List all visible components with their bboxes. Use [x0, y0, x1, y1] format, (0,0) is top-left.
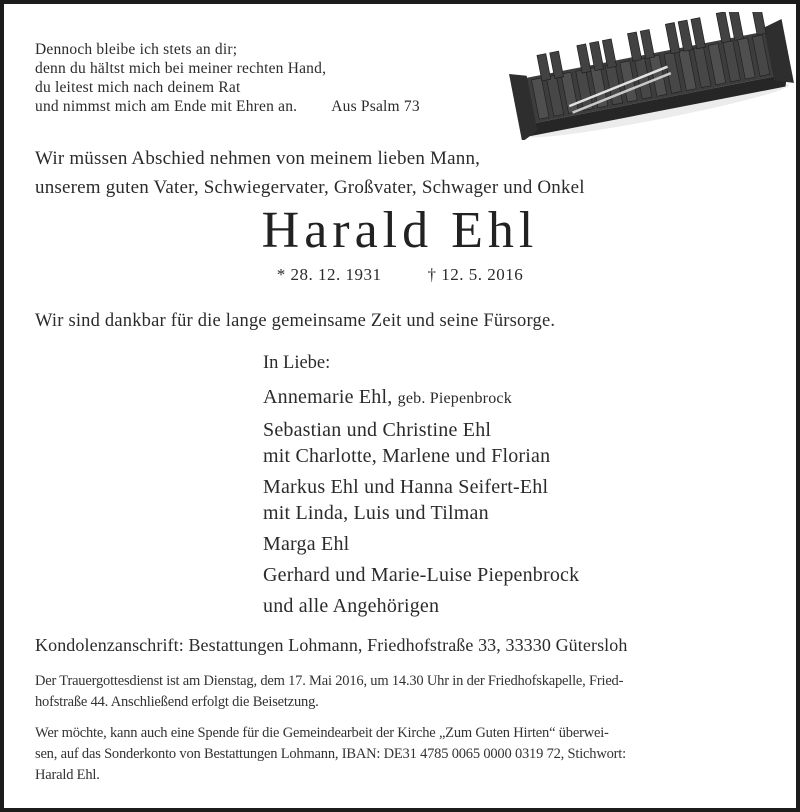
- deceased-name: Harald Ehl: [261, 202, 539, 259]
- mourner-group: [263, 474, 579, 526]
- donation-line: Wer möchte, kann auch eine Spende für die Gemeindearbeit der Kirche „Zum Guten Hirten“ überwei-: [35, 725, 609, 741]
- footer-info: [35, 671, 775, 786]
- psalm-line: denn du hältst mich bei meiner rechten Hand,: [35, 60, 327, 77]
- donation-line: Harald Ehl.: [35, 767, 100, 783]
- life-dates: [4, 265, 796, 285]
- psalm-line: du leitest mich nach deinem Rat: [35, 79, 241, 96]
- service-line: Der Trauergottesdienst ist am Dienstag, dem 17. Mai 2016, um 14.30 Uhr in der Friedhofskapelle, Fried-: [35, 673, 624, 689]
- service-info: [35, 671, 775, 713]
- maiden-name: geb. Piepenbrock: [397, 390, 512, 407]
- donation-line: sen, auf das Sonderkonto von Bestattungen Lohmann, IBAN: DE31 4785 0065 0000 0319 72, Stichwort:: [35, 746, 626, 762]
- in-liebe-label: In Liebe:: [263, 353, 331, 373]
- donation-info: [35, 723, 775, 786]
- mourners-list: [263, 351, 579, 619]
- mourner-line: mit Charlotte, Marlene und Florian: [263, 445, 551, 467]
- mourner-line: Gerhard und Marie-Luise Piepenbrock: [263, 564, 580, 586]
- mourner-line: Sebastian und Christine Ehl: [263, 419, 492, 441]
- psalm-line-text: und nimmst mich am Ende mit Ehren an.: [35, 98, 298, 115]
- glockenspiel-photo: [507, 12, 795, 140]
- mourner-line: mit Linda, Luis und Tilman: [263, 502, 489, 524]
- birth-date: * 28. 12. 1931: [276, 265, 382, 284]
- mourner-name: Annemarie Ehl,: [263, 386, 393, 408]
- mourner-line: [263, 384, 579, 412]
- psalm-attribution: Aus Psalm 73: [331, 98, 420, 115]
- mourner-group: [263, 562, 579, 588]
- mourner-line: und alle Angehörigen: [263, 595, 440, 617]
- mourner-group: [263, 531, 579, 557]
- mourner-line: Marga Ehl: [263, 533, 350, 555]
- psalm-line: [35, 97, 420, 116]
- intro-text: [35, 144, 585, 202]
- psalm-line: Dennoch bleibe ich stets an dir;: [35, 41, 238, 58]
- gratitude-text: Wir sind dankbar für die lange gemeinsame Zeit und seine Fürsorge.: [35, 311, 556, 331]
- mourner-line: Markus Ehl und Hanna Seifert-Ehl: [263, 476, 549, 498]
- mourner-group: [263, 384, 579, 412]
- intro-line: Wir müssen Abschied nehmen von meinem lieben Mann,: [35, 148, 481, 169]
- condolence-address: Kondolenzanschrift: Bestattungen Lohmann, Friedhofstraße 33, 33330 Gütersloh: [35, 635, 628, 655]
- service-line: hofstraße 44. Anschließend erfolgt die Beisetzung.: [35, 694, 319, 710]
- intro-line: unserem guten Vater, Schwiegervater, Großvater, Schwager und Onkel: [35, 177, 585, 198]
- psalm-quote: [35, 40, 420, 116]
- mourner-group: [263, 417, 579, 469]
- glockenspiel-image: [507, 12, 795, 140]
- mourner-group: [263, 593, 579, 619]
- death-date: † 12. 5. 2016: [427, 265, 524, 284]
